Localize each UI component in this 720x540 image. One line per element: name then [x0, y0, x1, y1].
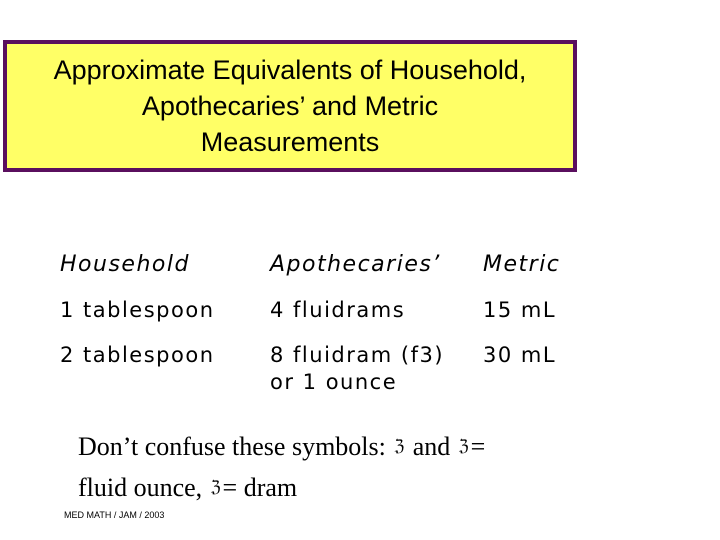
header-apothecaries: Apothecaries’ [270, 252, 441, 277]
dram-symbol-icon: ℨ [210, 477, 221, 496]
row2-household: 2 tablespoon [60, 343, 215, 367]
note-text-3: = [470, 432, 486, 461]
fluid-ounce-symbol-icon: ℨ [394, 436, 405, 455]
row2-metric: 30 mL [483, 343, 557, 367]
fluid-ounce-symbol-icon: ℨ [458, 436, 469, 455]
footer-credit: MED MATH / JAM / 2003 [64, 510, 165, 520]
note-text-2: and [412, 432, 451, 461]
row1-apothecaries: 4 fluidrams [270, 298, 406, 322]
row1-metric: 15 mL [483, 298, 557, 322]
row1-household: 1 tablespoon [60, 298, 215, 322]
title-line-3: Measurements [200, 127, 380, 157]
row2-apothecaries-continuation: or 1 ounce [270, 370, 398, 394]
row2-apothecaries: 8 fluidram (f3) [270, 343, 445, 367]
note-text-5: = dram [222, 473, 298, 502]
note-text-4: fluid ounce, [78, 473, 203, 502]
title-line-2: Apothecaries’ and Metric [141, 91, 439, 121]
symbol-note [78, 426, 698, 508]
title-line-1: Approximate Equivalents of Household, [53, 55, 527, 85]
header-household: Household [60, 252, 190, 277]
title-box [3, 40, 577, 172]
header-metric: Metric [483, 252, 561, 277]
note-text-1: Don’t confuse these symbols: [78, 432, 386, 461]
